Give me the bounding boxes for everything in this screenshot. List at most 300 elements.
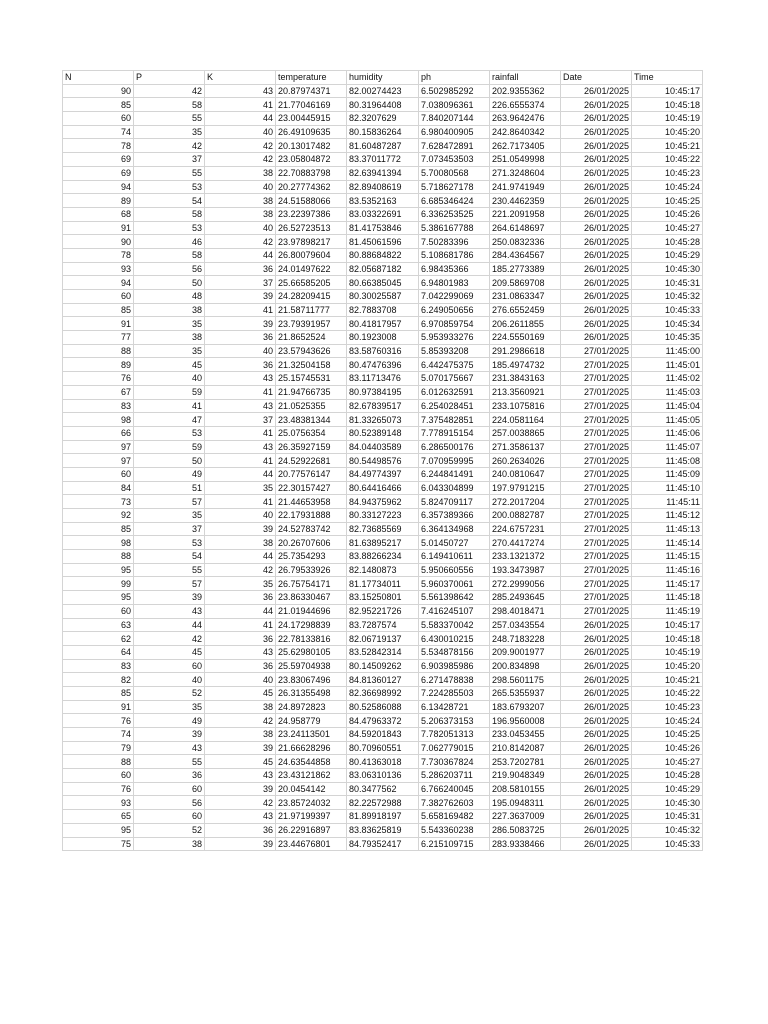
cell-ph: 6.254028451	[419, 399, 490, 413]
cell-ph: 7.730367824	[419, 755, 490, 769]
cell-k: 36	[205, 358, 276, 372]
table-row	[63, 385, 703, 399]
cell-humidity: 81.45061596	[347, 235, 419, 249]
cell-ph: 6.286500176	[419, 440, 490, 454]
cell-p: 53	[134, 180, 205, 194]
cell-rainfall: 231.0863347	[490, 290, 561, 304]
cell-date: 26/01/2025	[561, 153, 632, 167]
cell-time: 10:45:29	[632, 782, 703, 796]
table-row	[63, 344, 703, 358]
cell-time: 10:45:33	[632, 303, 703, 317]
cell-ph: 7.416245107	[419, 604, 490, 618]
cell-rainfall: 224.5550169	[490, 331, 561, 345]
table-row	[63, 180, 703, 194]
cell-k: 43	[205, 645, 276, 659]
cell-time: 11:45:10	[632, 481, 703, 495]
cell-time: 10:45:25	[632, 728, 703, 742]
cell-rainfall: 271.3586137	[490, 440, 561, 454]
cell-time: 11:45:13	[632, 522, 703, 536]
cell-k: 41	[205, 303, 276, 317]
cell-humidity: 82.73685569	[347, 522, 419, 536]
cell-humidity: 82.63941394	[347, 166, 419, 180]
cell-n: 60	[63, 604, 134, 618]
cell-n: 62	[63, 632, 134, 646]
cell-n: 82	[63, 673, 134, 687]
cell-humidity: 80.33127223	[347, 509, 419, 523]
cell-k: 44	[205, 112, 276, 126]
cell-date: 26/01/2025	[561, 837, 632, 851]
cell-date: 26/01/2025	[561, 84, 632, 98]
cell-p: 57	[134, 577, 205, 591]
cell-ph: 6.13428721	[419, 700, 490, 714]
cell-k: 42	[205, 139, 276, 153]
cell-temperature: 26.35927159	[276, 440, 347, 454]
cell-rainfall: 262.7173405	[490, 139, 561, 153]
table-row	[63, 426, 703, 440]
cell-temperature: 20.87974371	[276, 84, 347, 98]
table-row	[63, 823, 703, 837]
cell-date: 26/01/2025	[561, 317, 632, 331]
cell-ph: 5.953933276	[419, 331, 490, 345]
cell-n: 92	[63, 509, 134, 523]
cell-p: 54	[134, 550, 205, 564]
cell-time: 10:45:27	[632, 755, 703, 769]
cell-n: 88	[63, 344, 134, 358]
header-k: K	[205, 71, 276, 85]
table-row	[63, 194, 703, 208]
cell-time: 11:45:02	[632, 372, 703, 386]
cell-ph: 5.658169482	[419, 810, 490, 824]
cell-date: 26/01/2025	[561, 194, 632, 208]
cell-humidity: 84.94375962	[347, 495, 419, 509]
cell-temperature: 21.01944696	[276, 604, 347, 618]
cell-rainfall: 196.9560008	[490, 714, 561, 728]
cell-humidity: 80.15836264	[347, 125, 419, 139]
cell-rainfall: 213.3560921	[490, 385, 561, 399]
cell-k: 38	[205, 166, 276, 180]
table-row	[63, 303, 703, 317]
cell-p: 49	[134, 714, 205, 728]
table-row	[63, 686, 703, 700]
cell-rainfall: 219.9048349	[490, 769, 561, 783]
cell-n: 66	[63, 426, 134, 440]
cell-p: 37	[134, 522, 205, 536]
cell-k: 39	[205, 741, 276, 755]
cell-date: 27/01/2025	[561, 413, 632, 427]
cell-n: 89	[63, 358, 134, 372]
table-row	[63, 248, 703, 262]
table-row	[63, 577, 703, 591]
cell-temperature: 24.51588066	[276, 194, 347, 208]
table-row	[63, 659, 703, 673]
cell-k: 40	[205, 673, 276, 687]
cell-ph: 6.215109715	[419, 837, 490, 851]
cell-p: 58	[134, 98, 205, 112]
cell-rainfall: 283.9338466	[490, 837, 561, 851]
cell-time: 10:45:28	[632, 235, 703, 249]
cell-humidity: 80.14509262	[347, 659, 419, 673]
cell-p: 40	[134, 673, 205, 687]
cell-p: 56	[134, 796, 205, 810]
table-row	[63, 235, 703, 249]
cell-temperature: 20.0454142	[276, 782, 347, 796]
cell-time: 11:45:15	[632, 550, 703, 564]
cell-date: 27/01/2025	[561, 591, 632, 605]
cell-temperature: 24.01497622	[276, 262, 347, 276]
table-row	[63, 112, 703, 126]
cell-n: 95	[63, 591, 134, 605]
cell-n: 84	[63, 481, 134, 495]
cell-n: 69	[63, 166, 134, 180]
cell-rainfall: 253.7202781	[490, 755, 561, 769]
cell-temperature: 26.22916897	[276, 823, 347, 837]
cell-time: 10:45:18	[632, 632, 703, 646]
cell-p: 45	[134, 645, 205, 659]
header-time: Time	[632, 71, 703, 85]
cell-ph: 6.249050656	[419, 303, 490, 317]
table-row	[63, 700, 703, 714]
table-row	[63, 358, 703, 372]
cell-time: 11:45:16	[632, 563, 703, 577]
cell-time: 10:45:31	[632, 276, 703, 290]
cell-p: 59	[134, 440, 205, 454]
cell-n: 89	[63, 194, 134, 208]
cell-date: 26/01/2025	[561, 659, 632, 673]
cell-temperature: 21.32504158	[276, 358, 347, 372]
cell-humidity: 83.5352163	[347, 194, 419, 208]
cell-k: 37	[205, 276, 276, 290]
cell-rainfall: 298.5601175	[490, 673, 561, 687]
header-p: P	[134, 71, 205, 85]
cell-time: 10:45:22	[632, 153, 703, 167]
cell-date: 27/01/2025	[561, 454, 632, 468]
cell-p: 44	[134, 618, 205, 632]
cell-temperature: 25.62980105	[276, 645, 347, 659]
table-row	[63, 331, 703, 345]
cell-p: 53	[134, 221, 205, 235]
cell-humidity: 83.15250801	[347, 591, 419, 605]
table-row	[63, 481, 703, 495]
cell-rainfall: 284.4364567	[490, 248, 561, 262]
cell-humidity: 83.88266234	[347, 550, 419, 564]
cell-humidity: 80.54498576	[347, 454, 419, 468]
cell-temperature: 21.58711777	[276, 303, 347, 317]
cell-temperature: 21.77046169	[276, 98, 347, 112]
cell-temperature: 25.7354293	[276, 550, 347, 564]
cell-time: 10:45:20	[632, 659, 703, 673]
cell-date: 26/01/2025	[561, 207, 632, 221]
cell-k: 40	[205, 344, 276, 358]
cell-date: 27/01/2025	[561, 440, 632, 454]
cell-humidity: 82.06719137	[347, 632, 419, 646]
cell-n: 95	[63, 823, 134, 837]
cell-humidity: 80.52389148	[347, 426, 419, 440]
cell-rainfall: 272.2999056	[490, 577, 561, 591]
cell-humidity: 83.7287574	[347, 618, 419, 632]
cell-temperature: 25.15745531	[276, 372, 347, 386]
cell-date: 27/01/2025	[561, 577, 632, 591]
cell-rainfall: 257.0343554	[490, 618, 561, 632]
cell-n: 85	[63, 303, 134, 317]
cell-date: 26/01/2025	[561, 618, 632, 632]
cell-humidity: 82.05687182	[347, 262, 419, 276]
cell-p: 56	[134, 262, 205, 276]
cell-ph: 6.98435366	[419, 262, 490, 276]
cell-temperature: 21.66628296	[276, 741, 347, 755]
cell-k: 41	[205, 98, 276, 112]
cell-n: 85	[63, 686, 134, 700]
cell-k: 36	[205, 591, 276, 605]
cell-date: 27/01/2025	[561, 358, 632, 372]
cell-ph: 7.840207144	[419, 112, 490, 126]
cell-n: 99	[63, 577, 134, 591]
cell-temperature: 26.31355498	[276, 686, 347, 700]
cell-ph: 6.980400905	[419, 125, 490, 139]
cell-rainfall: 197.9791215	[490, 481, 561, 495]
cell-rainfall: 264.6148697	[490, 221, 561, 235]
cell-n: 79	[63, 741, 134, 755]
cell-ph: 6.336253525	[419, 207, 490, 221]
data-table	[62, 70, 703, 851]
cell-humidity: 80.31964408	[347, 98, 419, 112]
cell-humidity: 81.89918197	[347, 810, 419, 824]
cell-p: 50	[134, 454, 205, 468]
table-row	[63, 714, 703, 728]
cell-k: 39	[205, 782, 276, 796]
cell-temperature: 24.958779	[276, 714, 347, 728]
cell-n: 60	[63, 290, 134, 304]
cell-temperature: 21.44653958	[276, 495, 347, 509]
cell-n: 60	[63, 769, 134, 783]
cell-ph: 7.224285503	[419, 686, 490, 700]
cell-ph: 5.561398642	[419, 591, 490, 605]
cell-n: 78	[63, 248, 134, 262]
cell-time: 10:45:27	[632, 221, 703, 235]
cell-ph: 6.502985292	[419, 84, 490, 98]
cell-date: 26/01/2025	[561, 796, 632, 810]
cell-humidity: 84.79352417	[347, 837, 419, 851]
cell-k: 38	[205, 207, 276, 221]
cell-n: 91	[63, 700, 134, 714]
cell-time: 11:45:18	[632, 591, 703, 605]
cell-humidity: 80.52586088	[347, 700, 419, 714]
cell-ph: 6.149410611	[419, 550, 490, 564]
cell-temperature: 23.44676801	[276, 837, 347, 851]
cell-date: 26/01/2025	[561, 769, 632, 783]
cell-date: 26/01/2025	[561, 632, 632, 646]
cell-temperature: 23.85724032	[276, 796, 347, 810]
cell-ph: 6.364134968	[419, 522, 490, 536]
cell-n: 68	[63, 207, 134, 221]
cell-p: 46	[134, 235, 205, 249]
cell-k: 38	[205, 536, 276, 550]
cell-temperature: 23.79391957	[276, 317, 347, 331]
cell-temperature: 26.75754171	[276, 577, 347, 591]
cell-p: 58	[134, 207, 205, 221]
table-row	[63, 290, 703, 304]
table-row	[63, 139, 703, 153]
cell-time: 10:45:28	[632, 769, 703, 783]
cell-p: 49	[134, 467, 205, 481]
cell-ph: 7.070959995	[419, 454, 490, 468]
cell-k: 43	[205, 769, 276, 783]
cell-time: 10:45:21	[632, 139, 703, 153]
cell-n: 98	[63, 413, 134, 427]
cell-date: 27/01/2025	[561, 344, 632, 358]
cell-ph: 6.442475375	[419, 358, 490, 372]
cell-rainfall: 240.0810647	[490, 467, 561, 481]
cell-temperature: 24.52922681	[276, 454, 347, 468]
cell-n: 95	[63, 563, 134, 577]
cell-date: 26/01/2025	[561, 728, 632, 742]
cell-k: 36	[205, 659, 276, 673]
cell-time: 11:45:04	[632, 399, 703, 413]
table-row	[63, 728, 703, 742]
cell-rainfall: 208.5810155	[490, 782, 561, 796]
cell-humidity: 84.81360127	[347, 673, 419, 687]
cell-p: 60	[134, 782, 205, 796]
table-row	[63, 262, 703, 276]
cell-p: 52	[134, 686, 205, 700]
cell-ph: 6.043304899	[419, 481, 490, 495]
cell-temperature: 26.52723513	[276, 221, 347, 235]
cell-ph: 6.94801983	[419, 276, 490, 290]
cell-k: 35	[205, 577, 276, 591]
cell-ph: 5.386167788	[419, 221, 490, 235]
cell-temperature: 26.49109635	[276, 125, 347, 139]
cell-humidity: 80.41817957	[347, 317, 419, 331]
cell-time: 10:45:24	[632, 714, 703, 728]
cell-n: 98	[63, 536, 134, 550]
cell-humidity: 82.89408619	[347, 180, 419, 194]
cell-time: 11:45:12	[632, 509, 703, 523]
cell-k: 45	[205, 686, 276, 700]
cell-k: 41	[205, 385, 276, 399]
cell-time: 10:45:31	[632, 810, 703, 824]
cell-k: 36	[205, 262, 276, 276]
cell-k: 43	[205, 372, 276, 386]
cell-n: 76	[63, 782, 134, 796]
cell-n: 60	[63, 467, 134, 481]
cell-n: 97	[63, 440, 134, 454]
cell-temperature: 21.8652524	[276, 331, 347, 345]
table-row	[63, 796, 703, 810]
cell-k: 35	[205, 481, 276, 495]
cell-p: 55	[134, 755, 205, 769]
cell-n: 85	[63, 98, 134, 112]
cell-n: 76	[63, 714, 134, 728]
cell-ph: 5.543360238	[419, 823, 490, 837]
cell-humidity: 80.41363018	[347, 755, 419, 769]
cell-rainfall: 250.0832336	[490, 235, 561, 249]
cell-k: 42	[205, 153, 276, 167]
cell-ph: 5.286203711	[419, 769, 490, 783]
cell-ph: 5.950660556	[419, 563, 490, 577]
cell-time: 11:45:03	[632, 385, 703, 399]
table-row	[63, 153, 703, 167]
table-row	[63, 125, 703, 139]
table-row	[63, 673, 703, 687]
table-row	[63, 276, 703, 290]
cell-rainfall: 298.4018471	[490, 604, 561, 618]
table-row	[63, 454, 703, 468]
cell-date: 26/01/2025	[561, 221, 632, 235]
table-row	[63, 769, 703, 783]
cell-p: 35	[134, 700, 205, 714]
cell-time: 10:45:26	[632, 207, 703, 221]
cell-rainfall: 291.2986618	[490, 344, 561, 358]
cell-k: 42	[205, 714, 276, 728]
cell-p: 58	[134, 248, 205, 262]
cell-k: 40	[205, 125, 276, 139]
cell-humidity: 82.1480873	[347, 563, 419, 577]
cell-p: 45	[134, 358, 205, 372]
cell-time: 10:45:26	[632, 741, 703, 755]
cell-date: 26/01/2025	[561, 262, 632, 276]
cell-date: 26/01/2025	[561, 112, 632, 126]
cell-rainfall: 285.2493645	[490, 591, 561, 605]
cell-rainfall: 206.2611855	[490, 317, 561, 331]
table-row	[63, 399, 703, 413]
cell-time: 10:45:23	[632, 166, 703, 180]
header-row	[63, 71, 703, 85]
cell-time: 10:45:21	[632, 673, 703, 687]
cell-date: 26/01/2025	[561, 823, 632, 837]
cell-temperature: 23.48381344	[276, 413, 347, 427]
cell-n: 94	[63, 276, 134, 290]
cell-ph: 7.062779015	[419, 741, 490, 755]
cell-date: 27/01/2025	[561, 467, 632, 481]
cell-time: 11:45:17	[632, 577, 703, 591]
table-row	[63, 810, 703, 824]
cell-k: 36	[205, 823, 276, 837]
cell-k: 36	[205, 632, 276, 646]
cell-date: 26/01/2025	[561, 180, 632, 194]
cell-ph: 5.01450727	[419, 536, 490, 550]
cell-p: 51	[134, 481, 205, 495]
cell-n: 88	[63, 550, 134, 564]
cell-k: 43	[205, 84, 276, 98]
cell-date: 27/01/2025	[561, 495, 632, 509]
cell-temperature: 22.78133816	[276, 632, 347, 646]
cell-date: 27/01/2025	[561, 426, 632, 440]
cell-k: 37	[205, 413, 276, 427]
cell-temperature: 21.0525355	[276, 399, 347, 413]
cell-p: 38	[134, 837, 205, 851]
cell-rainfall: 276.6552459	[490, 303, 561, 317]
table-row	[63, 755, 703, 769]
cell-ph: 6.903985986	[419, 659, 490, 673]
cell-p: 35	[134, 344, 205, 358]
cell-temperature: 23.00445915	[276, 112, 347, 126]
cell-ph: 5.718627178	[419, 180, 490, 194]
cell-time: 11:45:07	[632, 440, 703, 454]
table-row	[63, 604, 703, 618]
cell-rainfall: 209.9001977	[490, 645, 561, 659]
cell-temperature: 24.8972823	[276, 700, 347, 714]
cell-rainfall: 265.5355937	[490, 686, 561, 700]
cell-humidity: 80.97384195	[347, 385, 419, 399]
cell-k: 44	[205, 248, 276, 262]
cell-date: 27/01/2025	[561, 522, 632, 536]
cell-p: 54	[134, 194, 205, 208]
cell-ph: 6.766240045	[419, 782, 490, 796]
cell-temperature: 23.43121862	[276, 769, 347, 783]
cell-date: 26/01/2025	[561, 276, 632, 290]
cell-p: 38	[134, 303, 205, 317]
cell-n: 90	[63, 235, 134, 249]
cell-n: 64	[63, 645, 134, 659]
